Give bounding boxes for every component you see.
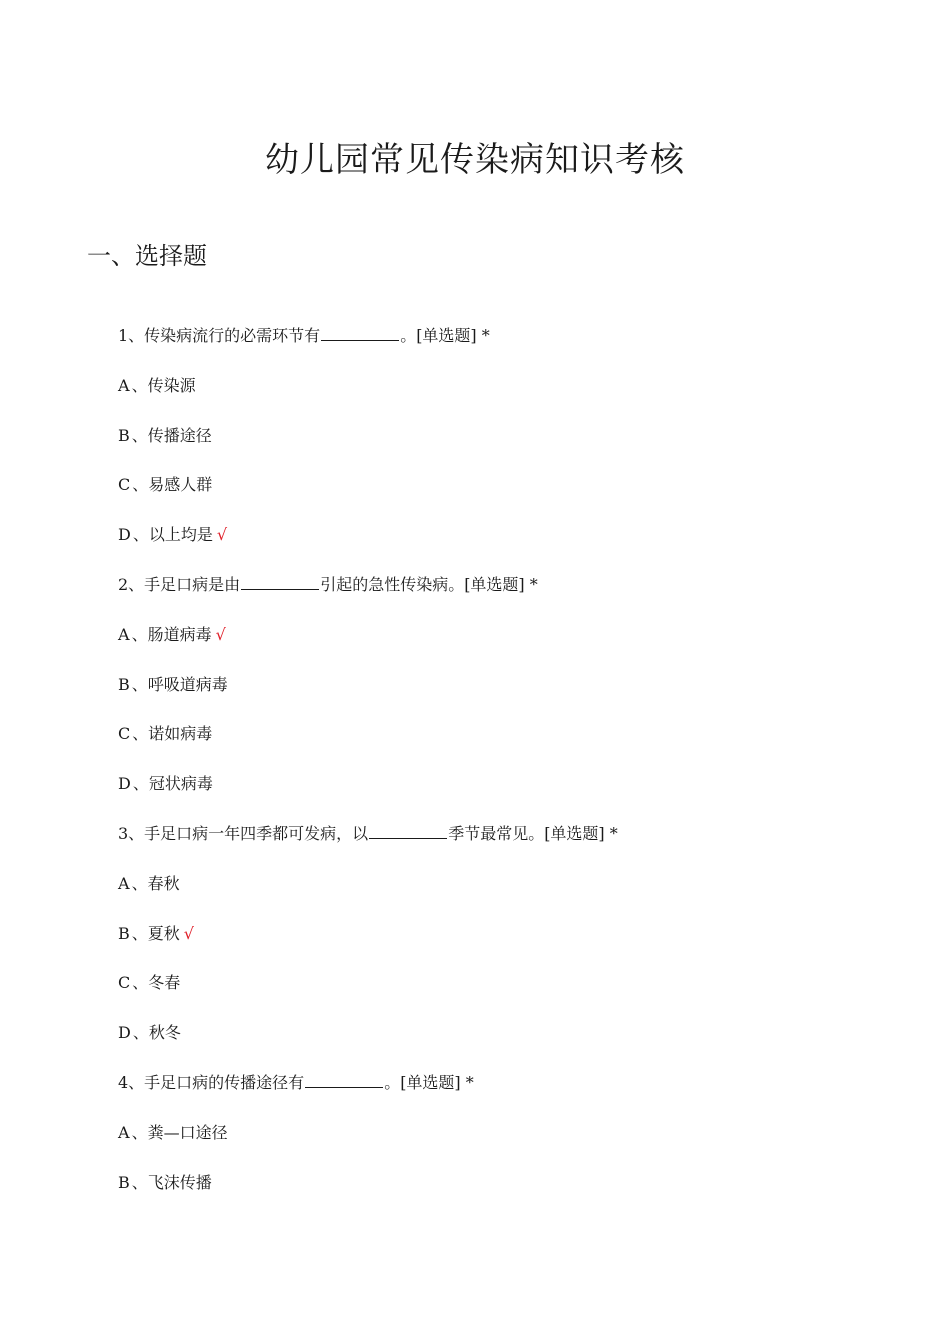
section-heading: 一、选择题	[87, 242, 207, 270]
option-letter: A	[118, 375, 130, 395]
answer-blank	[369, 823, 447, 839]
option-letter: A	[118, 873, 130, 893]
option-2-b[interactable]	[118, 673, 898, 723]
option-2-c[interactable]	[118, 722, 898, 772]
question-1	[118, 324, 898, 374]
question-3	[118, 822, 898, 872]
option-text: 、粪—口途径	[131, 1122, 228, 1142]
option-3-a[interactable]	[118, 872, 898, 922]
question-suffix: 。[单选题] *	[400, 326, 490, 345]
option-4-b[interactable]	[118, 1171, 898, 1221]
option-letter: A	[118, 624, 130, 644]
question-text: 1、传染病流行的必需环节有	[118, 326, 321, 345]
correct-check-icon: √	[215, 624, 226, 644]
option-letter: B	[118, 674, 130, 694]
option-letter: D	[118, 525, 131, 545]
option-3-b[interactable]	[118, 922, 898, 972]
option-1-c[interactable]	[118, 473, 898, 523]
option-text: 、肠道病毒	[131, 624, 212, 644]
question-text: 3、手足口病一年四季都可发病，以	[118, 823, 369, 843]
option-2-a[interactable]	[118, 623, 898, 673]
option-text: 、传染源	[131, 375, 196, 395]
option-letter: A	[118, 1122, 130, 1142]
option-letter: B	[118, 1172, 130, 1192]
option-text: 、传播途径	[131, 425, 212, 445]
document-title: 幼儿园常见传染病知识考核	[265, 140, 685, 180]
option-letter: D	[118, 774, 131, 794]
question-2	[118, 573, 898, 623]
question-4	[118, 1071, 898, 1121]
option-text: 、飞沫传播	[131, 1172, 212, 1192]
option-text: 、夏秋	[131, 923, 180, 943]
option-text: 、秋冬	[132, 1023, 181, 1043]
option-text: 、易感人群	[132, 475, 213, 495]
option-2-d[interactable]	[118, 772, 898, 822]
question-suffix: 。[单选题] *	[384, 1072, 474, 1092]
option-1-d[interactable]	[118, 523, 898, 573]
option-3-d[interactable]	[118, 1021, 898, 1071]
question-text: 4、手足口病的传播途径有	[118, 1072, 305, 1092]
option-4-a[interactable]	[118, 1121, 898, 1171]
question-suffix: 引起的急性传染病。[单选题] *	[320, 574, 538, 594]
option-text: 、呼吸道病毒	[131, 674, 228, 694]
option-text: 、冬春	[132, 973, 181, 993]
option-3-c[interactable]	[118, 971, 898, 1021]
question-text: 2、手足口病是由	[118, 574, 241, 594]
option-letter: C	[118, 724, 131, 744]
question-list	[118, 324, 898, 1220]
option-1-a[interactable]	[118, 374, 898, 424]
correct-check-icon: √	[216, 525, 228, 545]
option-text: 、冠状病毒	[132, 774, 213, 794]
option-letter: B	[118, 425, 130, 445]
option-text: 、诺如病毒	[132, 724, 213, 744]
question-suffix: 季节最常见。[单选题] *	[448, 823, 618, 843]
option-letter: C	[118, 973, 131, 993]
answer-blank	[305, 1072, 383, 1088]
answer-blank	[321, 325, 399, 341]
option-text: 、以上均是	[132, 525, 213, 545]
option-letter: C	[118, 475, 131, 495]
option-text: 、春秋	[131, 873, 180, 893]
option-letter: D	[118, 1023, 131, 1043]
option-letter: B	[118, 923, 130, 943]
option-1-b[interactable]	[118, 424, 898, 474]
answer-blank	[241, 574, 319, 590]
correct-check-icon: √	[183, 923, 194, 943]
